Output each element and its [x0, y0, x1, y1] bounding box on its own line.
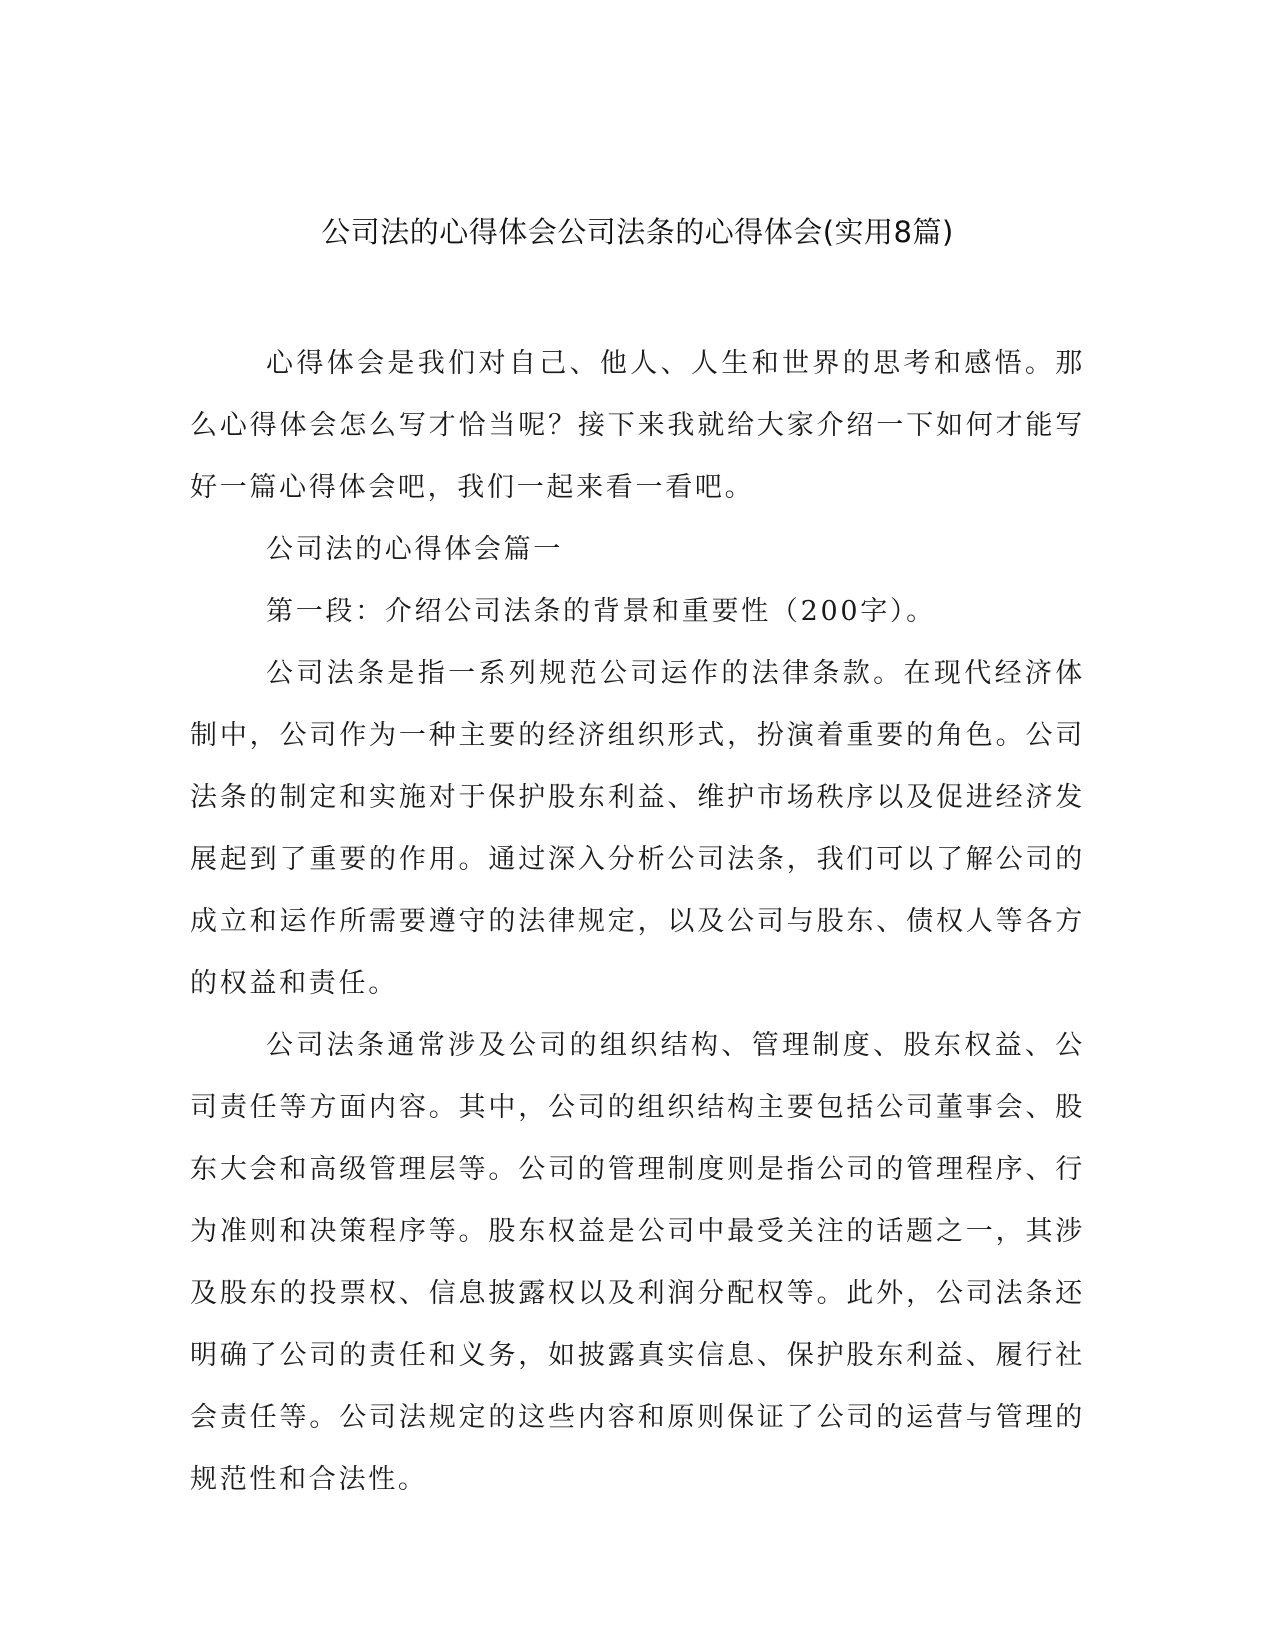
intro-paragraph: 心得体会是我们对自己、他人、人生和世界的思考和感悟。那么心得体会怎么写才恰当呢？接下来我就给大家介绍一下如何才能写好一篇心得体会吧，我们一起来看一看吧。 — [190, 348, 1085, 503]
document-body — [190, 333, 1085, 1511]
document-title: 公司法的心得体会公司法条的心得体会(实用8篇) — [321, 215, 954, 249]
section-heading: 公司法的心得体会篇一 — [266, 534, 563, 565]
body-paragraph-2: 公司法条通常涉及公司的组织结构、管理制度、股东权益、公司责任等方面内容。其中，公司的组织结构主要包括公司董事会、股东大会和高级管理层等。公司的管理制度则是指公司的管理程序、行为准则和决策程序等。股东权益是公司中最受关注的话题之一，其涉及股东的投票权、信息披露权以及利润分配权等。此外，公司法条还明确了公司的责任和义务，如披露真实信息、保护股东利益、履行社会责任等。公司法规定的这些内容和原则保证了公司的运营与管理的规范性和合法性。 — [190, 1030, 1085, 1495]
body-paragraph-1: 公司法条是指一系列规范公司运作的法律条款。在现代经济体制中，公司作为一种主要的经济组织形式，扮演着重要的角色。公司法条的制定和实施对于保护股东利益、维护市场秩序以及促进经济发展起到了重要的作用。通过深入分析公司法条，我们可以了解公司的成立和运作所需要遵守的法律规定，以及公司与股东、债权人等各方的权益和责任。 — [190, 658, 1085, 999]
subsection-heading: 第一段：介绍公司法条的背景和重要性（200字）。 — [266, 596, 936, 627]
